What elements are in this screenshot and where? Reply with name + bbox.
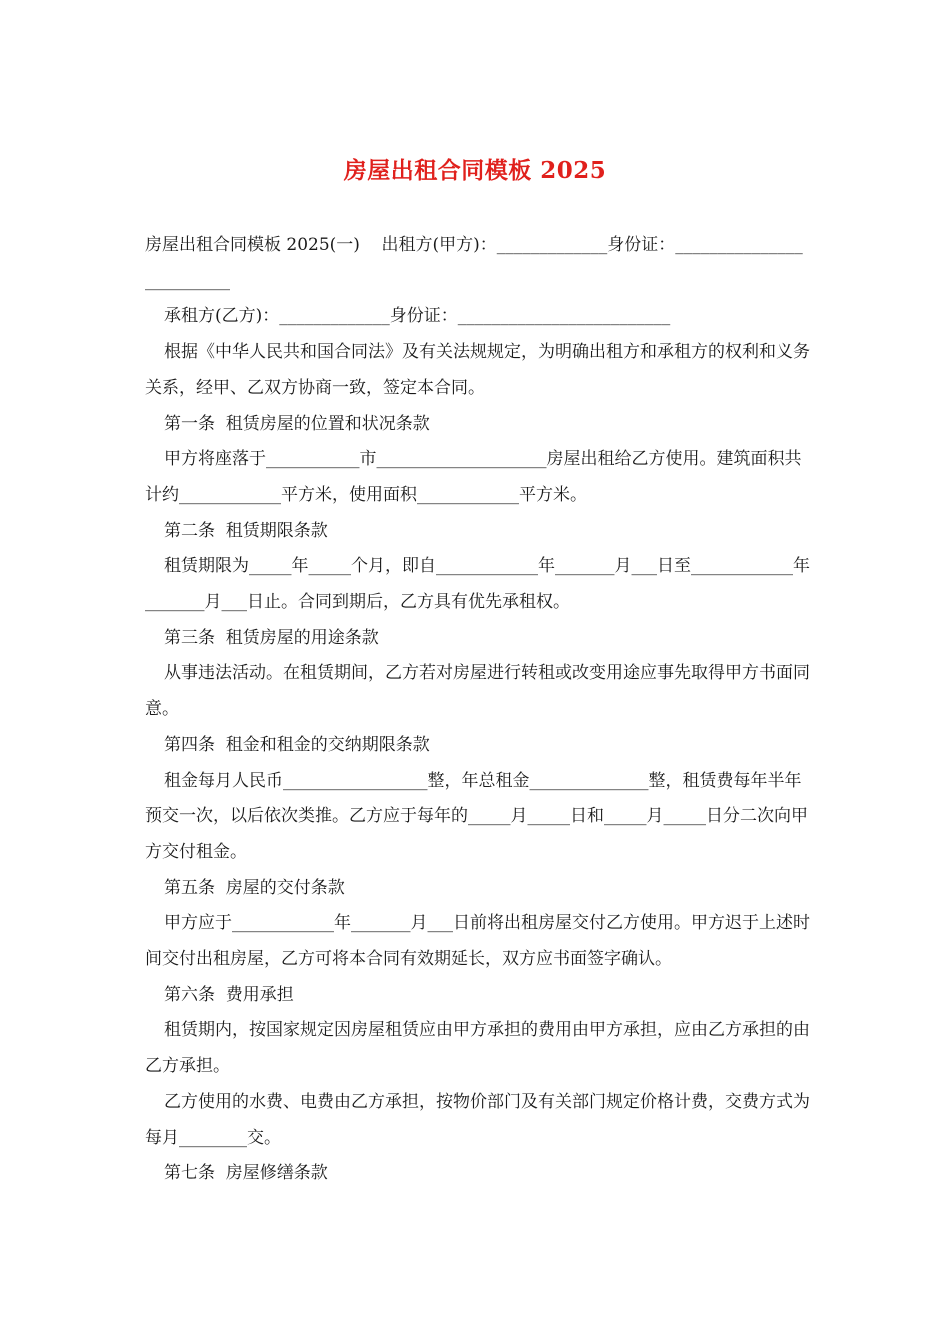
paragraph-preamble: 根据《中华人民共和国合同法》及有关法规规定，为明确出租方和承租方的权利和义务关系，经甲、乙双方协商一致，签定本合同。: [145, 342, 810, 398]
article-body-1: 甲方将座落于___________市____________________房屋出租给乙方使用。建筑面积共计约____________平方米，使用面积____________平方米。: [145, 449, 802, 505]
article-heading-3: 第三条 租赁房屋的用途条款: [164, 627, 379, 648]
article-body-5: 甲方应于____________年_______月___日前将出租房屋交付乙方使用。甲方迟于上述时间交付出租房屋，乙方可将本合同有效期延长，双方应书面签字确认。: [145, 913, 810, 970]
article-body-6b: 乙方使用的水费、电费由乙方承担，按物价部门及有关部门规定价格计费，交费方式为每月________交。: [145, 1091, 810, 1148]
article-body-3: 从事违法活动。在租赁期间，乙方若对房屋进行转租或改变用途应事先取得甲方书面同意。: [145, 663, 810, 720]
article-heading-7: 第七条 房屋修缮条款: [164, 1163, 328, 1184]
article-heading-4: 第四条 租金和租金的交纳期限条款: [164, 734, 430, 755]
paragraph-lessee: 承租方(乙方)：_____________身份证：_________________________: [164, 306, 671, 327]
article-heading-6: 第六条 费用承担: [164, 984, 294, 1005]
document-title: 房屋出租合同模板 2025: [343, 157, 607, 184]
article-body-6a: 租赁期内，按国家规定因房屋租赁应由甲方承担的费用由甲方承担，应由乙方承担的由乙方承担。: [145, 1020, 810, 1077]
article-body-4: 租金每月人民币_________________整，年总租金______________整，租赁费每年半年预交一次，以后依次类推。乙方应于每年的_____月_____日和_____月_____日分二次向甲方交付租金。: [145, 770, 808, 862]
article-heading-1: 第一条 租赁房屋的位置和状况条款: [164, 413, 430, 434]
article-heading-5: 第五条 房屋的交付条款: [164, 877, 345, 898]
intro-paragraph: 房屋出租合同模板 2025(一) 出租方(甲方)：_____________身份证：_________________________: [145, 235, 803, 291]
article-body-2: 租赁期限为_____年_____个月，即自____________年_______月___日至____________年_______月___日止。合同到期后，乙方具有优先承租权。: [145, 556, 810, 613]
article-heading-2: 第二条 租赁期限条款: [164, 520, 328, 541]
document-body: [145, 228, 810, 1192]
